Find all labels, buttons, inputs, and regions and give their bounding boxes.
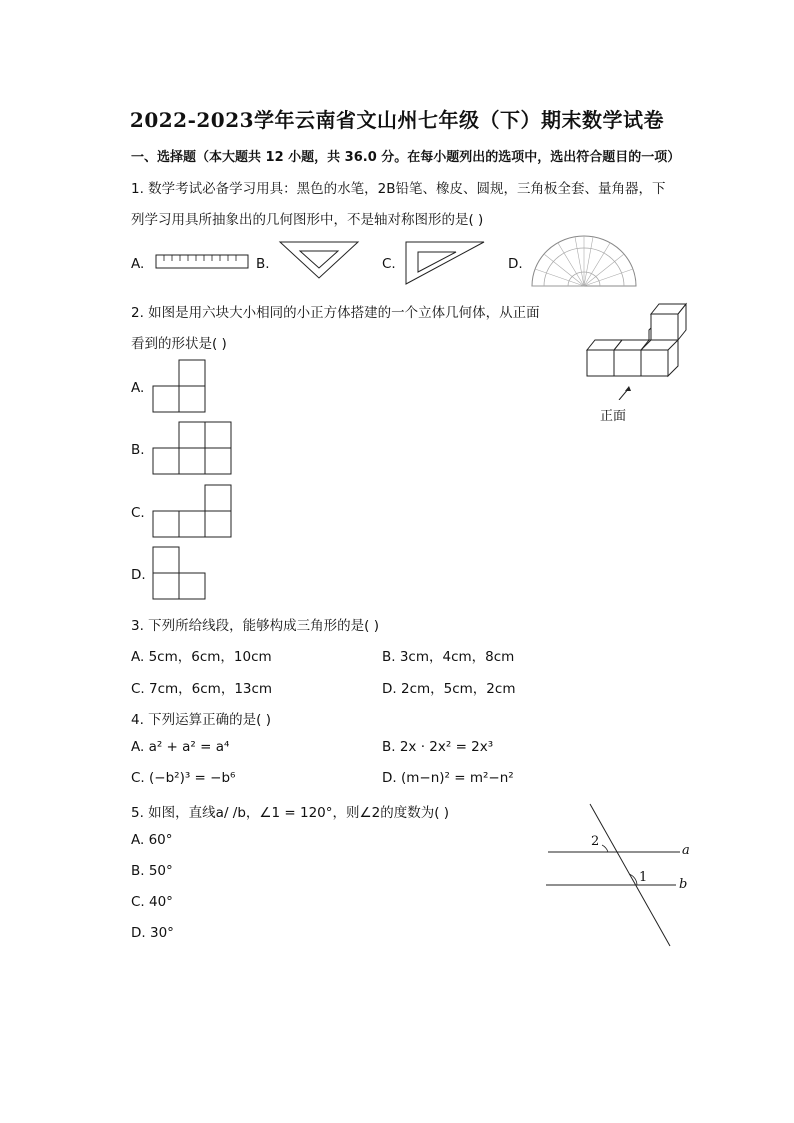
q2-option-b-label: B. [131, 442, 145, 458]
q2-option-c-view [151, 483, 235, 541]
q4-option-c: C. (−b²)³ = −b⁶ [131, 770, 236, 786]
q3-option-c: C. 7cm，6cm，13cm [131, 681, 273, 697]
q4-option-d: D. (m−n)² = m²−n² [382, 770, 514, 786]
parallel-lines-figure [540, 800, 700, 950]
q4-stem: 4. 下列运算正确的是( ) [131, 712, 271, 728]
q2-option-c-label: C. [131, 505, 145, 521]
protractor-figure [530, 234, 638, 290]
line-a-label: a [682, 843, 690, 858]
q2-option-b-view [151, 420, 235, 478]
q5-option-a: A. 60° [131, 832, 173, 848]
q2-option-a-label: A. [131, 380, 145, 396]
q4-option-b: B. 2x · 2x² = 2x³ [382, 739, 494, 755]
section-heading: 一、选择题（本大题共 12 小题，共 36.0 分。在每小题列出的选项中，选出符合题目的一项） [131, 150, 681, 165]
q5-stem: 5. 如图，直线a/ /b，∠1 = 120°，则∠2的度数为( ) [131, 805, 450, 821]
angle-2-label: 2 [591, 834, 600, 849]
q3-option-d: D. 2cm，5cm，2cm [382, 681, 516, 697]
ruler-figure [155, 254, 250, 270]
q1-option-a-label: A. [131, 256, 145, 272]
cube-solid-figure [585, 300, 695, 400]
q2-option-d-view [151, 545, 209, 603]
q1-option-d-label: D. [508, 256, 523, 272]
q5-option-c: C. 40° [131, 894, 173, 910]
q2-option-d-label: D. [131, 567, 146, 583]
q4-option-a: A. a² + a² = a⁴ [131, 739, 230, 755]
q3-option-a: A. 5cm，6cm，10cm [131, 649, 272, 665]
isosceles-set-square-figure [278, 240, 360, 280]
line-b-label: b [679, 877, 688, 892]
q1-option-b-label: B. [256, 256, 270, 272]
q3-stem: 3. 下列所给线段，能够构成三角形的是( ) [131, 618, 379, 634]
q1-stem-line1: 1. 数学考试必备学习用具：黑色的水笔，2B铅笔、橡皮、圆规，三角板全套、量角器，下 [131, 181, 666, 197]
right-set-square-figure [404, 240, 486, 286]
q5-option-d: D. 30° [131, 925, 174, 941]
page-title: 2022-2023学年云南省文山州七年级（下）期末数学试卷 [129, 108, 665, 132]
angle-1-label: 1 [639, 870, 648, 885]
q3-option-b: B. 3cm，4cm，8cm [382, 649, 515, 665]
q5-option-b: B. 50° [131, 863, 173, 879]
q2-stem-line2: 看到的形状是( ) [131, 336, 227, 352]
q1-stem-line2: 列学习用具所抽象出的几何图形中，不是轴对称图形的是( ) [131, 212, 484, 228]
q1-option-c-label: C. [382, 256, 396, 272]
q2-stem-line1: 2. 如图是用六块大小相同的小正方体搭建的一个立体几何体，从正面 [131, 305, 540, 321]
front-view-label: 正面 [600, 409, 627, 424]
q2-option-a-view [151, 358, 209, 416]
